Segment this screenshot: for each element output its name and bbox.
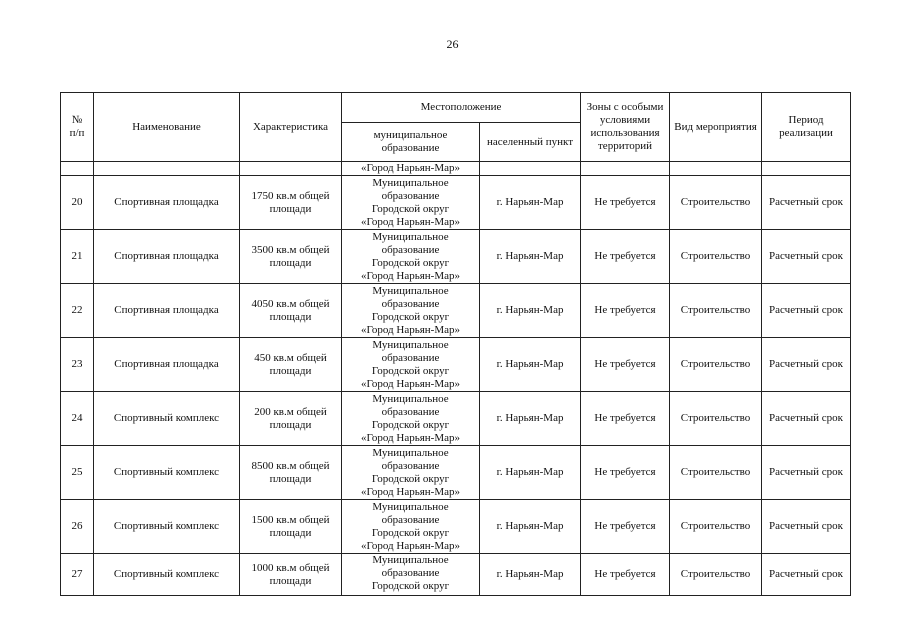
- table-row: [61, 500, 851, 554]
- municipal-line: Городской округ: [371, 256, 450, 269]
- continuation-text: «Город Нарьян-Мар»: [342, 162, 480, 176]
- row-municipal: [342, 500, 480, 554]
- municipal-line: «Город Нарьян-Мар»: [360, 485, 461, 498]
- continuation-row: [61, 162, 851, 176]
- municipal-line: образование: [381, 297, 440, 310]
- header-num: [61, 93, 94, 162]
- municipal-line: образование: [381, 513, 440, 526]
- row-event-type: Строительство: [670, 392, 762, 446]
- row-name: Спортивная площадка: [94, 230, 240, 284]
- row-zones: Не требуется: [581, 338, 670, 392]
- municipal-line: «Город Нарьян-Мар»: [360, 377, 461, 390]
- municipal-line: образование: [381, 567, 440, 579]
- page-number: 26: [446, 37, 459, 51]
- municipal-line: образование: [381, 459, 440, 472]
- municipal-line: «Город Нарьян-Мар»: [360, 539, 461, 552]
- row-event-type: Строительство: [670, 446, 762, 500]
- municipal-line: «Город Нарьян-Мар»: [360, 269, 461, 282]
- row-name: Спортивный комплекс: [94, 500, 240, 554]
- table-row: [61, 554, 851, 596]
- table-row: [61, 338, 851, 392]
- header-event-type: Вид мероприятия: [670, 93, 762, 162]
- municipal-line: Городской округ: [371, 472, 450, 485]
- row-event-type: Строительство: [670, 338, 762, 392]
- header-zones: Зоны с особыми условиями использования территорий: [581, 93, 670, 162]
- row-name: Спортивный комплекс: [94, 446, 240, 500]
- header-location: Местоположение: [342, 93, 581, 123]
- row-period: Расчетный срок: [762, 392, 851, 446]
- row-period: Расчетный срок: [762, 176, 851, 230]
- row-settlement: г. Нарьян-Мар: [480, 338, 581, 392]
- row-municipal: [342, 446, 480, 500]
- municipal-line: Муниципальное: [372, 284, 449, 297]
- municipal-line: «Город Нарьян-Мар»: [360, 431, 461, 444]
- row-number: 26: [61, 500, 94, 554]
- row-number: 23: [61, 338, 94, 392]
- municipal-line: Муниципальное: [372, 176, 449, 189]
- row-number: 25: [61, 446, 94, 500]
- row-period: Расчетный срок: [762, 446, 851, 500]
- row-name: Спортивная площадка: [94, 176, 240, 230]
- row-municipal: [342, 176, 480, 230]
- table-row: [61, 230, 851, 284]
- row-number: 27: [61, 554, 94, 596]
- row-zones: Не требуется: [581, 284, 670, 338]
- row-settlement: г. Нарьян-Мар: [480, 284, 581, 338]
- row-period: Расчетный срок: [762, 230, 851, 284]
- row-name: Спортивный комплекс: [94, 392, 240, 446]
- row-settlement: г. Нарьян-Мар: [480, 392, 581, 446]
- row-name: Спортивная площадка: [94, 284, 240, 338]
- row-characteristic: 4050 кв.м общей площади: [240, 284, 342, 338]
- row-name: Спортивный комплекс: [94, 554, 240, 596]
- row-zones: Не требуется: [581, 230, 670, 284]
- municipal-line: Муниципальное: [372, 446, 449, 459]
- municipal-line: Муниципальное: [372, 392, 449, 405]
- header-municipal: муниципальное образование: [342, 123, 480, 162]
- table-row: [61, 176, 851, 230]
- row-settlement: г. Нарьян-Мар: [480, 176, 581, 230]
- row-municipal: [342, 554, 480, 596]
- header-num-sign: №: [71, 114, 83, 126]
- row-characteristic: 3500 кв.м общей площади: [240, 230, 342, 284]
- municipal-line: Городской округ: [371, 526, 450, 539]
- municipal-line: «Город Нарьян-Мар»: [360, 323, 461, 336]
- row-number: 24: [61, 392, 94, 446]
- municipal-line: образование: [381, 405, 440, 418]
- municipal-line: образование: [381, 243, 440, 256]
- table-row: [61, 392, 851, 446]
- header-characteristic: Характеристика: [240, 93, 342, 162]
- municipal-line: Муниципальное: [372, 554, 449, 566]
- row-characteristic: 450 кв.м общей площади: [240, 338, 342, 392]
- municipal-line: образование: [381, 351, 440, 364]
- row-event-type: Строительство: [670, 500, 762, 554]
- row-period: Расчетный срок: [762, 338, 851, 392]
- municipal-line: Городской округ: [371, 580, 450, 592]
- header-name: Наименование: [94, 93, 240, 162]
- row-period: Расчетный срок: [762, 554, 851, 596]
- municipal-line: Городской округ: [371, 202, 450, 215]
- row-zones: Не требуется: [581, 554, 670, 596]
- row-settlement: г. Нарьян-Мар: [480, 500, 581, 554]
- municipal-line: Муниципальное: [372, 338, 449, 351]
- row-settlement: г. Нарьян-Мар: [480, 230, 581, 284]
- row-event-type: Строительство: [670, 176, 762, 230]
- row-number: 22: [61, 284, 94, 338]
- row-municipal: [342, 338, 480, 392]
- municipal-line: Городской округ: [371, 418, 450, 431]
- row-number: 21: [61, 230, 94, 284]
- table-row: [61, 446, 851, 500]
- header-period: Период реализации: [762, 93, 851, 162]
- row-event-type: Строительство: [670, 230, 762, 284]
- row-settlement: г. Нарьян-Мар: [480, 554, 581, 596]
- row-event-type: Строительство: [670, 284, 762, 338]
- row-zones: Не требуется: [581, 176, 670, 230]
- table-body: [61, 162, 851, 596]
- header-num-pp: п/п: [69, 127, 85, 139]
- objects-table: [60, 92, 851, 596]
- row-zones: Не требуется: [581, 446, 670, 500]
- municipal-line: «Город Нарьян-Мар»: [360, 215, 461, 228]
- row-characteristic: 8500 кв.м общей площади: [240, 446, 342, 500]
- municipal-line: Муниципальное: [372, 230, 449, 243]
- row-number: 20: [61, 176, 94, 230]
- row-zones: Не требуется: [581, 500, 670, 554]
- row-municipal: [342, 392, 480, 446]
- municipal-line: Городской округ: [371, 310, 450, 323]
- row-municipal: [342, 230, 480, 284]
- row-zones: Не требуется: [581, 392, 670, 446]
- municipal-line: образование: [381, 189, 440, 202]
- row-municipal: [342, 284, 480, 338]
- row-event-type: Строительство: [670, 554, 762, 596]
- header-settlement: населенный пункт: [480, 123, 581, 162]
- row-characteristic: 200 кв.м общей площади: [240, 392, 342, 446]
- municipal-line: Муниципальное: [372, 500, 449, 513]
- municipal-line: Городской округ: [371, 364, 450, 377]
- row-period: Расчетный срок: [762, 284, 851, 338]
- row-settlement: г. Нарьян-Мар: [480, 446, 581, 500]
- row-period: Расчетный срок: [762, 500, 851, 554]
- row-characteristic: 1000 кв.м общей площади: [240, 554, 342, 596]
- row-characteristic: 1750 кв.м общей площади: [240, 176, 342, 230]
- row-name: Спортивная площадка: [94, 338, 240, 392]
- row-characteristic: 1500 кв.м общей площади: [240, 500, 342, 554]
- table-row: [61, 284, 851, 338]
